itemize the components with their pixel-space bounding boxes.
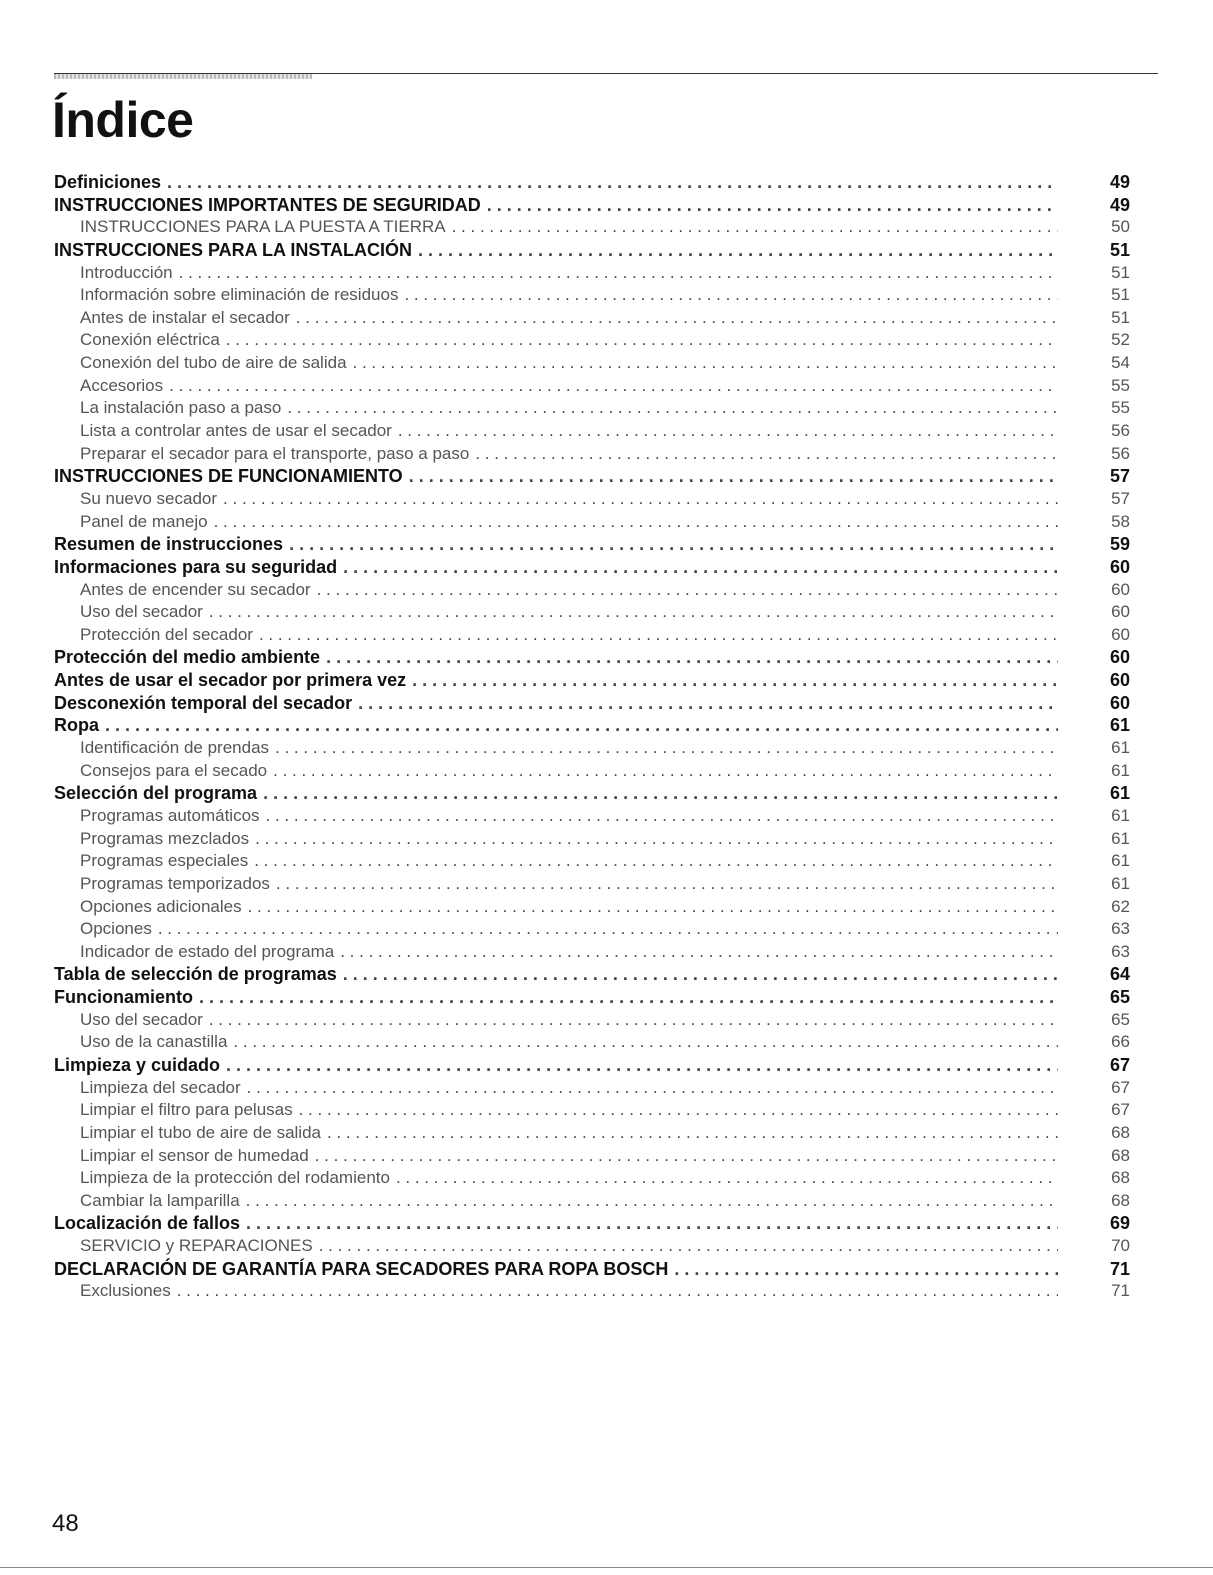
toc-leader-dots <box>299 1099 1058 1122</box>
toc-leader-dots <box>487 194 1058 217</box>
toc-leader-dots <box>452 216 1058 239</box>
toc-entry-page: 67 <box>1111 1100 1130 1120</box>
toc-subentry[interactable] <box>54 420 1130 443</box>
toc-subentry[interactable] <box>54 1077 1130 1100</box>
toc-entry-page: 68 <box>1111 1168 1130 1188</box>
toc-leader-dots <box>289 533 1058 556</box>
toc-subentry[interactable] <box>54 805 1130 828</box>
toc-subentry[interactable] <box>54 873 1130 896</box>
toc-entry-page: 67 <box>1111 1077 1130 1097</box>
page-number: 48 <box>52 1510 79 1537</box>
toc-leader-dots <box>209 601 1058 624</box>
toc-entry-page: 68 <box>1111 1190 1130 1210</box>
toc-leader-dots <box>275 737 1058 760</box>
toc-entry-label: Limpieza de la protección del rodamiento <box>80 1168 390 1188</box>
toc-entry-page: 51 <box>1109 239 1130 260</box>
toc-leader-dots <box>254 850 1058 873</box>
toc-entry-page: 61 <box>1109 715 1130 736</box>
toc-entry-page: 58 <box>1111 511 1130 531</box>
toc-subentry[interactable] <box>54 352 1130 375</box>
toc-leader-dots <box>315 1145 1058 1168</box>
toc-leader-dots <box>340 941 1058 964</box>
toc-subentry[interactable] <box>54 941 1130 964</box>
toc-subentry[interactable] <box>54 1190 1130 1213</box>
toc-entry-page: 56 <box>1111 421 1130 441</box>
toc-subentry[interactable] <box>54 262 1130 285</box>
toc-leader-dots <box>199 986 1058 1009</box>
toc-entry-label: Resumen de instrucciones <box>54 534 284 555</box>
toc-leader-dots <box>475 443 1058 466</box>
toc-entry-page: 67 <box>1109 1054 1130 1075</box>
toc-leader-dots <box>418 239 1058 262</box>
toc-subentry[interactable] <box>54 329 1130 352</box>
toc-subentry[interactable] <box>54 375 1130 398</box>
toc-entry-label: Opciones <box>80 919 152 939</box>
toc-entry-page: 61 <box>1111 828 1130 848</box>
toc-entry-label: Cambiar la lamparilla <box>80 1190 240 1210</box>
toc-entry-label: Antes de instalar el secador <box>80 307 290 327</box>
toc-entry-label: DECLARACIÓN DE GARANTÍA PARA SECADORES PARA ROPA BOSCH <box>54 1258 669 1279</box>
toc-leader-dots <box>226 329 1058 352</box>
header-rule <box>54 73 1158 74</box>
toc-subentry[interactable] <box>54 1031 1130 1054</box>
toc-entry-label: Accesorios <box>80 375 164 395</box>
toc-entry[interactable] <box>54 171 1130 194</box>
toc-subentry[interactable] <box>54 850 1130 873</box>
toc-entry-page: 56 <box>1111 443 1130 463</box>
toc-leader-dots <box>169 375 1058 398</box>
toc-entry-label: Lista a controlar antes de usar el secador <box>80 421 392 441</box>
toc-entry[interactable] <box>54 646 1130 669</box>
toc-entry-label: Programas temporizados <box>80 873 270 893</box>
toc-entry-label: Uso del secador <box>80 1009 203 1029</box>
toc-subentry[interactable] <box>54 307 1130 330</box>
toc-subentry[interactable] <box>54 488 1130 511</box>
toc-entry-page: 59 <box>1109 534 1130 555</box>
toc-entry-label: Informaciones para su seguridad <box>54 556 338 577</box>
toc-entry-page: 60 <box>1111 579 1130 599</box>
toc-entry-label: Introducción <box>80 262 173 282</box>
toc-entry-label: Programas especiales <box>80 851 249 871</box>
toc-entry-page: 65 <box>1109 987 1130 1008</box>
toc-entry-label: Conexión del tubo de aire de salida <box>80 353 347 373</box>
toc-entry-page: 60 <box>1111 602 1130 622</box>
toc-leader-dots <box>326 646 1058 669</box>
toc-entry-label: Desconexión temporal del secador <box>54 692 353 713</box>
toc-leader-dots <box>276 873 1058 896</box>
toc-entry[interactable] <box>54 465 1130 488</box>
toc-entry-page: 60 <box>1109 670 1130 691</box>
toc-entry-label: Preparar el secador para el transporte, paso a paso <box>80 443 470 463</box>
toc-entry-page: 71 <box>1111 1281 1130 1301</box>
toc-subentry[interactable] <box>54 737 1130 760</box>
toc-entry-page: 61 <box>1111 805 1130 825</box>
toc-entry-page: 61 <box>1111 738 1130 758</box>
toc-entry-page: 66 <box>1111 1032 1130 1052</box>
toc-leader-dots <box>233 1031 1058 1054</box>
toc-leader-dots <box>398 420 1058 443</box>
toc-subentry[interactable] <box>54 760 1130 783</box>
toc-entry-page: 71 <box>1109 1258 1130 1279</box>
page-title: Índice <box>52 92 194 148</box>
toc-leader-dots <box>412 669 1058 692</box>
toc-entry-page: 49 <box>1109 172 1130 192</box>
toc-subentry[interactable] <box>54 1099 1130 1122</box>
toc-leader-dots <box>209 1009 1058 1032</box>
toc-entry-label: Identificación de prendas <box>80 738 270 758</box>
toc-subentry[interactable] <box>54 1145 1130 1168</box>
toc-entry-label: Programas automáticos <box>80 805 260 825</box>
toc-entry-label: Antes de usar el secador por primera vez <box>54 670 407 691</box>
toc-entry[interactable] <box>54 986 1130 1009</box>
toc-entry-page: 60 <box>1109 647 1130 668</box>
toc-entry[interactable] <box>54 1054 1130 1077</box>
toc-leader-dots <box>358 692 1058 715</box>
toc-leader-dots <box>167 171 1058 194</box>
toc-subentry[interactable] <box>54 896 1130 919</box>
toc-entry-label: Tabla de selección de programas <box>54 964 337 985</box>
toc-subentry[interactable] <box>54 284 1130 307</box>
toc-entry-page: 51 <box>1111 285 1130 305</box>
toc-entry-page: 63 <box>1111 919 1130 939</box>
toc-entry-label: Funcionamiento <box>54 987 193 1008</box>
toc-leader-dots <box>179 262 1058 285</box>
toc-leader-dots <box>259 624 1058 647</box>
toc-entry-label: Uso de la canastilla <box>80 1032 228 1052</box>
toc-entry[interactable] <box>54 963 1130 986</box>
toc-entry-page: 64 <box>1109 964 1130 985</box>
toc-leader-dots <box>105 714 1058 737</box>
toc-entry-page: 55 <box>1111 398 1130 418</box>
toc-subentry[interactable] <box>54 601 1130 624</box>
toc-entry-page: 61 <box>1111 873 1130 893</box>
toc-leader-dots <box>246 1212 1058 1235</box>
toc-entry-page: 68 <box>1111 1122 1130 1142</box>
toc-leader-dots <box>273 760 1058 783</box>
toc-leader-dots <box>343 963 1058 986</box>
toc-subentry[interactable] <box>54 624 1130 647</box>
toc-leader-dots <box>248 896 1058 919</box>
toc-entry-label: Localización de fallos <box>54 1213 241 1234</box>
toc-leader-dots <box>214 511 1058 534</box>
toc-subentry[interactable] <box>54 397 1130 420</box>
toc-subentry[interactable] <box>54 828 1130 851</box>
toc-leader-dots <box>287 397 1058 420</box>
toc-subentry[interactable] <box>54 216 1130 239</box>
toc-entry[interactable] <box>54 782 1130 805</box>
toc-entry-label: Opciones adicionales <box>80 896 242 916</box>
toc-entry-label: Limpiar el tubo de aire de salida <box>80 1122 321 1142</box>
toc-entry-label: INSTRUCCIONES DE FUNCIONAMIENTO <box>54 466 403 487</box>
toc-entry-page: 61 <box>1111 760 1130 780</box>
toc-entry-label: Antes de encender su secador <box>80 579 311 599</box>
toc-entry-page: 54 <box>1111 353 1130 373</box>
toc-entry-label: SERVICIO y REPARACIONES <box>80 1236 313 1256</box>
toc-entry[interactable] <box>54 1258 1130 1281</box>
toc-entry[interactable] <box>54 1212 1130 1235</box>
toc-entry-label: Protección del secador <box>80 624 253 644</box>
toc-subentry[interactable] <box>54 579 1130 602</box>
toc-entry-label: Protección del medio ambiente <box>54 647 321 668</box>
toc-entry-page: 61 <box>1111 851 1130 871</box>
toc-leader-dots <box>177 1280 1058 1303</box>
toc-entry-page: 63 <box>1111 941 1130 961</box>
toc-entry[interactable] <box>54 669 1130 692</box>
table-of-contents <box>54 171 1130 1303</box>
toc-subentry[interactable] <box>54 1009 1130 1032</box>
toc-leader-dots <box>223 488 1058 511</box>
toc-entry-label: Selección del programa <box>54 783 258 804</box>
toc-entry-page: 70 <box>1111 1236 1130 1256</box>
toc-entry-label: Panel de manejo <box>80 511 208 531</box>
toc-leader-dots <box>296 307 1058 330</box>
toc-leader-dots <box>353 352 1058 375</box>
toc-entry-label: Limpieza y cuidado <box>54 1054 221 1075</box>
toc-entry[interactable] <box>54 692 1130 715</box>
toc-entry-page: 60 <box>1109 692 1130 713</box>
toc-entry[interactable] <box>54 239 1130 262</box>
toc-entry-page: 68 <box>1111 1145 1130 1165</box>
toc-subentry[interactable] <box>54 511 1130 534</box>
toc-entry-label: Conexión eléctrica <box>80 330 220 350</box>
toc-subentry[interactable] <box>54 918 1130 941</box>
toc-subentry[interactable] <box>54 1280 1130 1303</box>
toc-entry-label: Limpiar el filtro para pelusas <box>80 1100 293 1120</box>
toc-entry-label: Limpieza del secador <box>80 1077 241 1097</box>
toc-leader-dots <box>226 1054 1058 1077</box>
toc-entry-page: 65 <box>1111 1009 1130 1029</box>
toc-entry-page: 55 <box>1111 375 1130 395</box>
toc-leader-dots <box>396 1167 1058 1190</box>
toc-entry-label: Información sobre eliminación de residuos <box>80 285 399 305</box>
toc-leader-dots <box>674 1258 1058 1281</box>
toc-entry-page: 51 <box>1111 307 1130 327</box>
toc-entry-label: Uso del secador <box>80 602 203 622</box>
toc-leader-dots <box>263 782 1058 805</box>
toc-entry-label: Indicador de estado del programa <box>80 941 335 961</box>
toc-subentry[interactable] <box>54 443 1130 466</box>
toc-entry-label: Exclusiones <box>80 1281 171 1301</box>
toc-leader-dots <box>317 579 1058 602</box>
toc-entry-page: 60 <box>1111 624 1130 644</box>
toc-entry-label: Consejos para el secado <box>80 760 268 780</box>
toc-entry-label: Programas mezclados <box>80 828 250 848</box>
toc-entry[interactable] <box>54 714 1130 737</box>
toc-entry-page: 50 <box>1111 217 1130 237</box>
toc-entry-page: 52 <box>1111 330 1130 350</box>
toc-entry-page: 61 <box>1109 783 1130 804</box>
toc-entry-label: Su nuevo secador <box>80 488 218 508</box>
toc-entry-label: Ropa <box>54 715 99 736</box>
toc-entry[interactable] <box>54 194 1130 217</box>
toc-entry-page: 57 <box>1111 488 1130 508</box>
toc-entry-page: 49 <box>1109 194 1130 215</box>
toc-entry[interactable] <box>54 533 1130 556</box>
toc-leader-dots <box>246 1190 1058 1213</box>
toc-leader-dots <box>266 805 1058 828</box>
toc-entry[interactable] <box>54 556 1130 579</box>
toc-entry-page: 60 <box>1109 556 1130 577</box>
toc-entry-label: INSTRUCCIONES IMPORTANTES DE SEGURIDAD <box>54 194 481 215</box>
toc-entry-page: 62 <box>1111 896 1130 916</box>
toc-subentry[interactable] <box>54 1235 1130 1258</box>
toc-leader-dots <box>327 1122 1058 1145</box>
toc-entry-page: 69 <box>1109 1213 1130 1234</box>
toc-entry-label: Limpiar el sensor de humedad <box>80 1145 309 1165</box>
toc-entry-label: Definiciones <box>54 172 162 192</box>
toc-entry-label: INSTRUCCIONES PARA LA INSTALACIÓN <box>54 239 412 260</box>
toc-leader-dots <box>409 465 1058 488</box>
toc-leader-dots <box>319 1235 1058 1258</box>
toc-entry-page: 57 <box>1109 466 1130 487</box>
toc-entry-label: La instalación paso a paso <box>80 398 282 418</box>
toc-leader-dots <box>247 1077 1058 1100</box>
toc-subentry[interactable] <box>54 1167 1130 1190</box>
toc-entry-label: INSTRUCCIONES PARA LA PUESTA A TIERRA <box>80 217 446 237</box>
toc-leader-dots <box>343 556 1058 579</box>
toc-entry-page: 51 <box>1111 262 1130 282</box>
toc-subentry[interactable] <box>54 1122 1130 1145</box>
footer-rule <box>0 1567 1213 1568</box>
toc-leader-dots <box>158 918 1058 941</box>
toc-leader-dots <box>255 828 1058 851</box>
toc-leader-dots <box>404 284 1058 307</box>
